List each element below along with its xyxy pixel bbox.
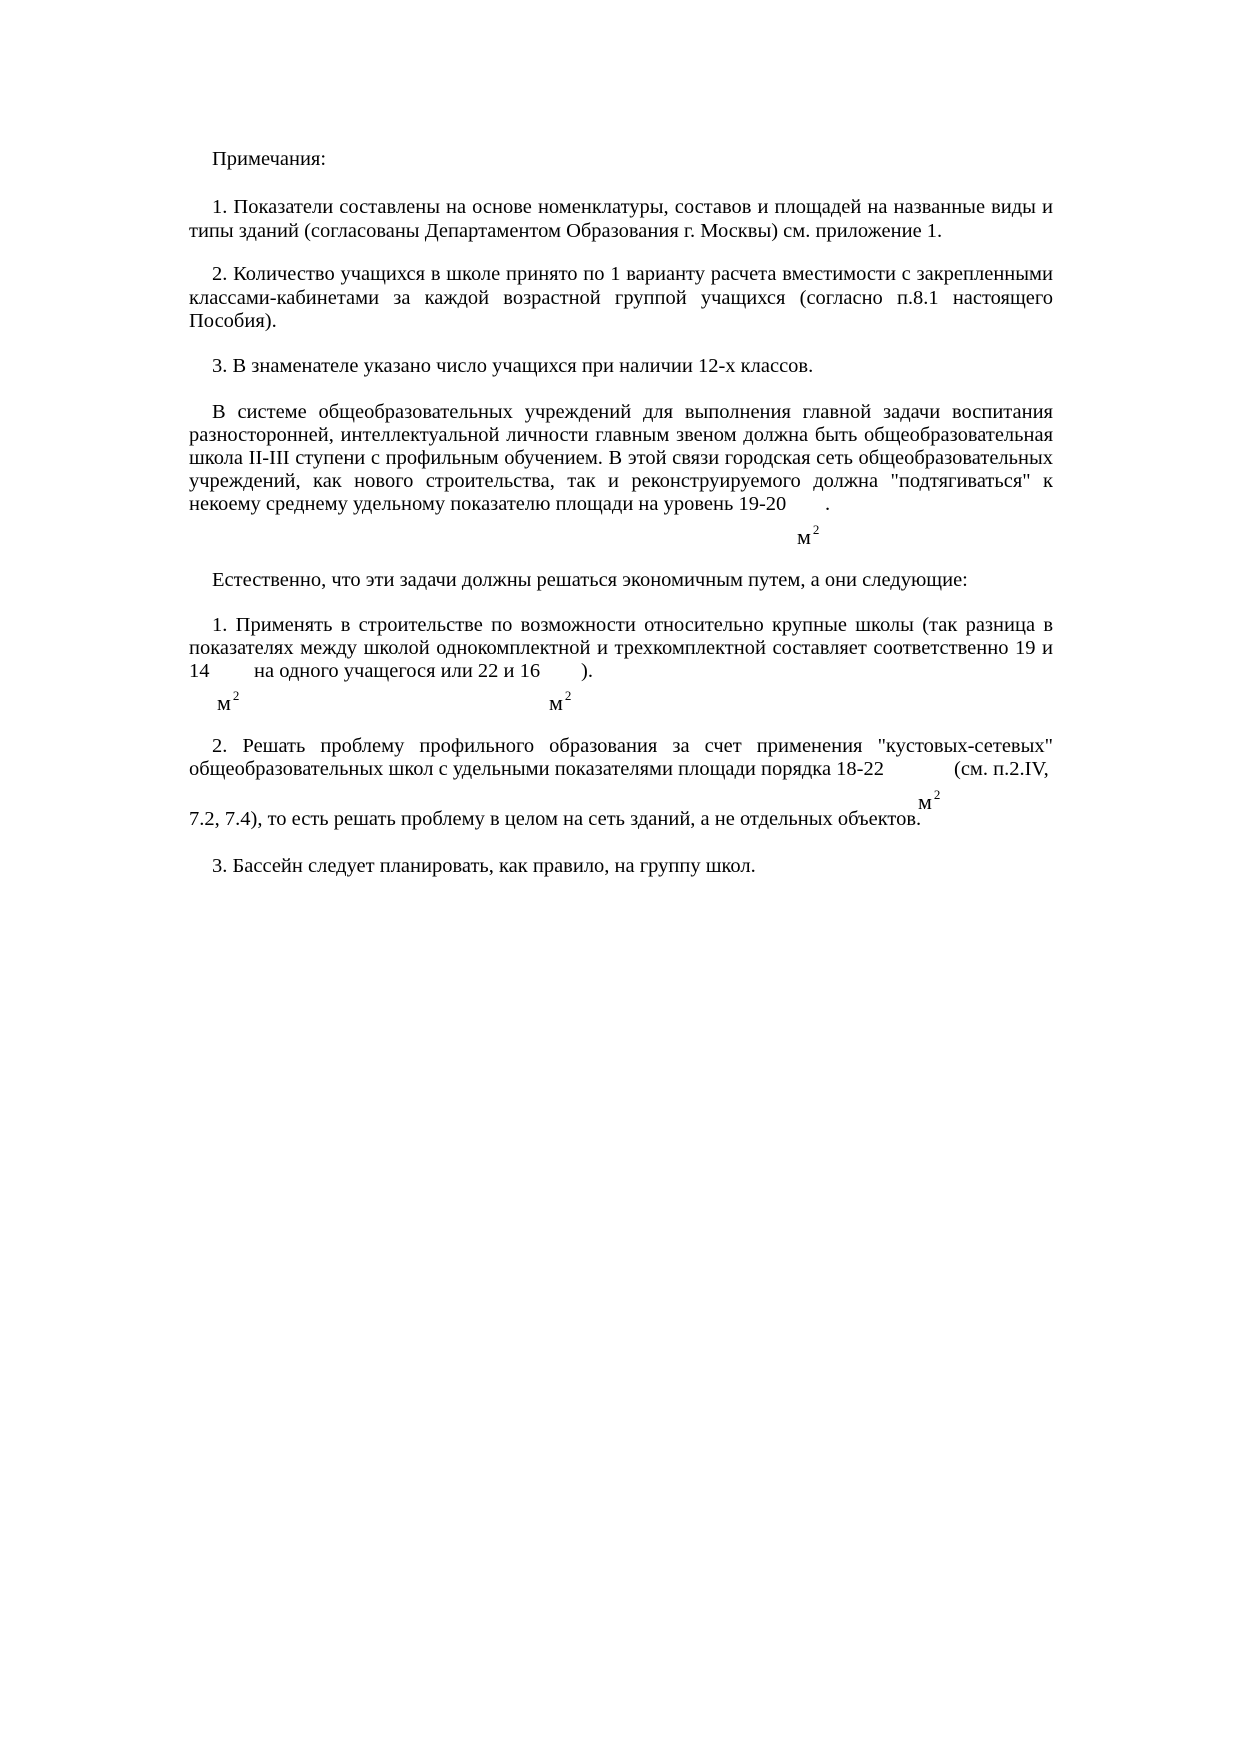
system-paragraph-line-1: В системе общеобразовательных учреждений для выполнения главной задачи воспитания xyxy=(212,401,1053,423)
system-paragraph-line-2: разносторонней, интеллектуальной личности главным звеном должна быть общеобразовательная xyxy=(189,424,1053,446)
unit-square-meter xyxy=(797,518,819,549)
economy-intro: Естественно, что эти задачи должны решаться экономичным путем, а они следующие: xyxy=(212,569,968,591)
notes-heading: Примечания: xyxy=(212,148,327,170)
unit-exponent: 2 xyxy=(933,787,941,802)
item-1-per-student: на одного учащегося или 22 и 16 xyxy=(254,660,541,682)
system-paragraph-period: . xyxy=(825,493,831,515)
unit-exponent: 2 xyxy=(812,522,820,537)
unit-exponent: 2 xyxy=(232,688,240,703)
unit-square-meter xyxy=(217,684,239,715)
item-2-ref: (см. п.2.IV, xyxy=(954,758,1049,780)
system-paragraph-line-3: школа II-III ступени с профильным обучением. В этой связи городская сеть общеобразовательных xyxy=(189,447,1053,469)
unit-square-meter xyxy=(549,684,571,715)
unit-base: м xyxy=(918,789,932,814)
note-2: 2. Количество учащихся в школе принято по 1 варианту расчета вместимости с закрепленными классами-кабинетами за каждой возрастной группой учащихся (согласно п.8.1 настоящего Пособия). xyxy=(189,263,1053,332)
item-3: 3. Бассейн следует планировать, как правило, на группу школ. xyxy=(212,855,756,877)
item-2-line-2: общеобразовательных школ с удельными показателями площади порядка 18-22 xyxy=(189,758,885,780)
item-1-line-1: 1. Применять в строительстве по возможности относительно крупные школы (так разница в xyxy=(212,614,1053,636)
item-1-value-14: 14 xyxy=(189,660,210,682)
system-paragraph-line-5: некоему среднему удельному показателю площади на уровень 19-20 xyxy=(189,493,787,515)
item-1-close: ). xyxy=(581,660,593,682)
note-1: 1. Показатели составлены на основе номенклатуры, составов и площадей на названные виды и типы зданий (согласованы Департаментом Образования г. Москвы) см. приложение 1. xyxy=(189,196,1053,242)
unit-exponent: 2 xyxy=(564,688,572,703)
item-1-line-2: показателях между школой однокомплектной и трехкомплектной составляет соответственно 19 и xyxy=(189,637,1053,659)
item-2-line-3: 7.2, 7.4), то есть решать проблему в целом на сеть зданий, а не отдельных объектов. xyxy=(189,808,922,830)
unit-base: м xyxy=(549,690,563,715)
unit-base: м xyxy=(797,524,811,549)
unit-base: м xyxy=(217,690,231,715)
note-3: 3. В знаменателе указано число учащихся при наличии 12-х классов. xyxy=(212,355,814,377)
item-2-line-1: 2. Решать проблему профильного образования за счет применения "кустовых-сетевых" xyxy=(212,735,1053,757)
system-paragraph-line-4: учреждений, как нового строительства, так и реконструируемого должна "подтягиваться" к xyxy=(189,470,1053,492)
